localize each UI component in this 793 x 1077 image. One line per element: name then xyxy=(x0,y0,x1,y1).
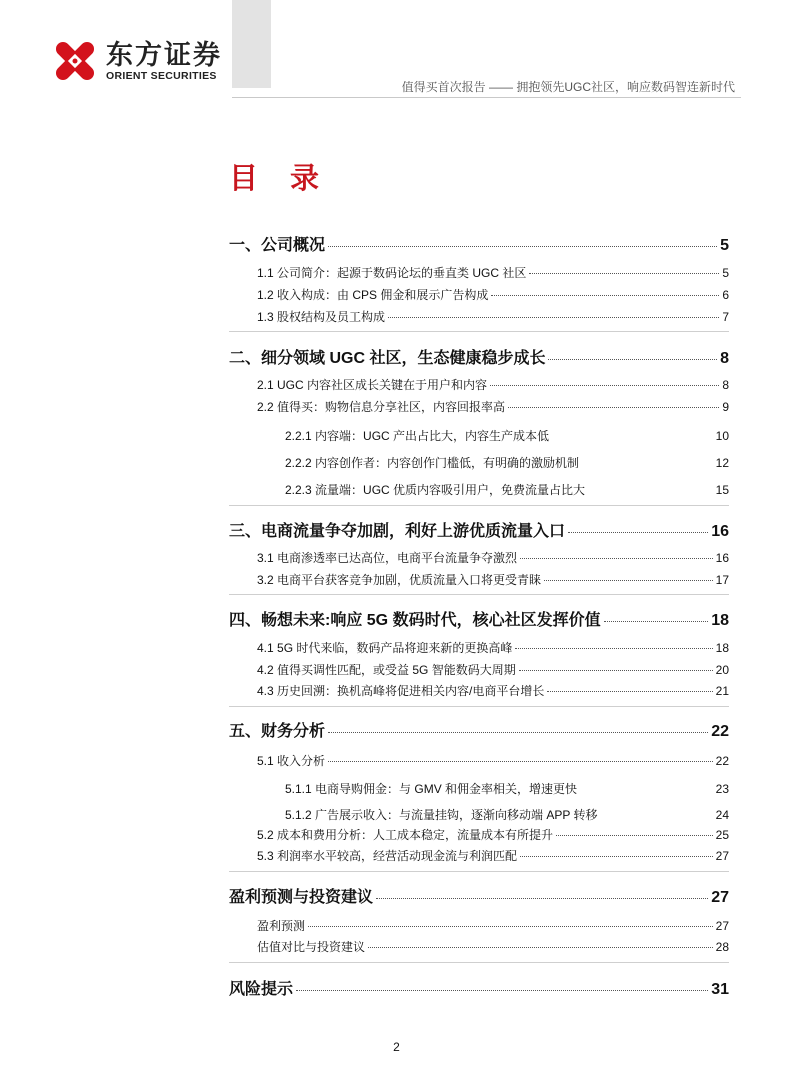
toc-entry-forecast[interactable] xyxy=(229,884,729,907)
toc-entry-title: 3.2 电商平台获客竞争加剧，优质流量入口将更受青睐 xyxy=(257,573,542,587)
toc-entry-title: 2.2.1 内容端：UGC 产出占比大，内容生产成本低 xyxy=(285,429,550,443)
toc-entry-section-5[interactable] xyxy=(229,718,729,741)
toc-entry-title: 盈利预测 xyxy=(257,919,306,933)
toc-entry-page: 21 xyxy=(715,684,729,698)
toc-entry-title: 5.1 收入分析 xyxy=(257,754,326,768)
toc-entry-page: 8 xyxy=(720,350,729,367)
toc-entry-page: 16 xyxy=(715,551,729,565)
toc-entry-5-2[interactable] xyxy=(257,826,729,843)
toc-entry-page: 25 xyxy=(715,828,729,842)
toc-entry-title: 4.3 历史回溯：换机高峰将促进相关内容/电商平台增长 xyxy=(257,684,545,698)
orient-logo-icon xyxy=(50,36,100,86)
header-decor-block xyxy=(232,0,271,88)
section-divider xyxy=(229,331,729,332)
section-divider xyxy=(229,706,729,707)
header-divider xyxy=(232,97,741,98)
toc-entry-title: 三、电商流量争夺加剧，利好上游优质流量入口 xyxy=(229,523,566,540)
toc-entry-page: 16 xyxy=(711,523,729,540)
toc-entry-page: 28 xyxy=(715,940,729,954)
toc-entry-title: 盈利预测与投资建议 xyxy=(229,889,374,906)
toc-entry-page: 12 xyxy=(715,456,729,470)
toc-entry-profit-forecast[interactable] xyxy=(257,917,729,934)
toc-entry-title: 1.3 股权结构及员工构成 xyxy=(257,310,386,324)
toc-entry-page: 24 xyxy=(715,808,729,822)
toc-entry-1-2[interactable] xyxy=(257,286,729,303)
toc-entry-page: 15 xyxy=(715,483,729,497)
toc-entry-title: 风险提示 xyxy=(229,981,294,998)
toc-entry-page: 5 xyxy=(722,266,729,280)
toc-entry-title: 5.1.2 广告展示收入：与流量挂钩，逐渐向移动端 APP 转移 xyxy=(285,808,598,822)
toc-entry-title: 3.1 电商渗透率已达高位，电商平台流量争夺激烈 xyxy=(257,551,518,565)
toc-entry-title: 2.2 值得买：购物信息分享社区，内容回报率高 xyxy=(257,400,506,414)
toc-entry-page: 22 xyxy=(715,754,729,768)
toc-entry-title: 四、畅想未来:响应 5G 数码时代，核心社区发挥价值 xyxy=(229,612,601,629)
toc-entry-risk[interactable] xyxy=(229,976,729,999)
toc-entry-title: 2.2.2 内容创作者：内容创作门槛低，有明确的激励机制 xyxy=(285,456,580,470)
toc-entry-5-3[interactable] xyxy=(257,847,729,864)
toc-entry-page: 27 xyxy=(711,889,729,906)
toc-entry-title: 5.3 利润率水平较高，经营活动现金流与利润匹配 xyxy=(257,849,518,863)
toc-entry-page: 27 xyxy=(715,919,729,933)
toc-entry-page: 20 xyxy=(715,663,729,677)
toc-entry-title: 1.1 公司简介：起源于数码论坛的垂直类 UGC 社区 xyxy=(257,266,527,280)
section-divider xyxy=(229,962,729,963)
section-divider xyxy=(229,594,729,595)
toc-entry-title: 1.2 收入构成：由 CPS 佣金和展示广告构成 xyxy=(257,288,489,302)
toc-entry-4-3[interactable] xyxy=(257,682,729,699)
toc-entry-3-1[interactable] xyxy=(257,549,729,566)
toc-entry-title: 2.2.3 流量端：UGC 优质内容吸引用户，免费流量占比大 xyxy=(285,483,586,497)
toc-entry-5-1-2[interactable] xyxy=(285,806,729,823)
toc-entry-title: 4.2 值得买调性匹配，或受益 5G 智能数码大周期 xyxy=(257,663,516,677)
report-title: 值得买首次报告 —— 拥抱领先UGC社区，响应数码智连新时代 xyxy=(401,80,735,94)
page-number: 2 xyxy=(393,1040,400,1054)
toc-entry-page: 23 xyxy=(715,782,729,796)
toc-entry-page: 22 xyxy=(711,723,729,740)
brand-name-cn: 东方证券 xyxy=(106,39,222,70)
toc-entry-title: 一、公司概况 xyxy=(229,237,326,254)
toc-entry-page: 18 xyxy=(711,612,729,629)
toc-entry-page: 5 xyxy=(720,237,729,254)
toc-entry-page: 27 xyxy=(715,849,729,863)
toc-entry-page: 9 xyxy=(722,400,729,414)
toc-entry-5-1-1[interactable] xyxy=(285,780,729,797)
brand-name-en: ORIENT SECURITIES xyxy=(106,69,217,82)
toc-entry-title: 五、财务分析 xyxy=(229,723,326,740)
toc-entry-page: 31 xyxy=(711,981,729,998)
toc-entry-title: 5.2 成本和费用分析：人工成本稳定，流量成本有所提升 xyxy=(257,828,554,842)
toc-entry-5-1[interactable] xyxy=(257,752,729,769)
toc-entry-valuation[interactable] xyxy=(257,938,729,955)
toc-entry-2-2-1[interactable] xyxy=(285,427,729,444)
toc-entry-section-2[interactable] xyxy=(229,345,729,368)
company-logo xyxy=(50,36,222,86)
toc-entry-title: 估值对比与投资建议 xyxy=(257,940,366,954)
toc-entry-3-2[interactable] xyxy=(257,571,729,588)
toc-entry-page: 8 xyxy=(722,378,729,392)
toc-entry-page: 18 xyxy=(715,641,729,655)
toc-entry-4-2[interactable] xyxy=(257,661,729,678)
toc-entry-2-1[interactable] xyxy=(257,376,729,393)
toc-entry-2-2-3[interactable] xyxy=(285,481,729,498)
toc-heading: 目 录 xyxy=(229,163,332,195)
toc-entry-page: 10 xyxy=(715,429,729,443)
section-divider xyxy=(229,871,729,872)
toc-entry-title: 4.1 5G 时代来临，数码产品将迎来新的更换高峰 xyxy=(257,641,513,655)
toc-entry-section-4[interactable] xyxy=(229,607,729,630)
toc-entry-1-1[interactable] xyxy=(257,264,729,281)
toc-entry-page: 7 xyxy=(722,310,729,324)
toc-entry-2-2-2[interactable] xyxy=(285,454,729,471)
toc-entry-section-1[interactable] xyxy=(229,232,729,255)
toc-entry-2-2[interactable] xyxy=(257,398,729,415)
toc-entry-4-1[interactable] xyxy=(257,639,729,656)
toc-entry-title: 2.1 UGC 内容社区成长关键在于用户和内容 xyxy=(257,378,488,392)
toc-entry-title: 二、细分领域 UGC 社区，生态健康稳步成长 xyxy=(229,350,546,367)
toc-entry-section-3[interactable] xyxy=(229,518,729,541)
section-divider xyxy=(229,505,729,506)
toc-entry-page: 6 xyxy=(722,288,729,302)
toc-entry-title: 5.1.1 电商导购佣金：与 GMV 和佣金率相关，增速更快 xyxy=(285,782,578,796)
toc-entry-1-3[interactable] xyxy=(257,308,729,325)
toc-entry-page: 17 xyxy=(715,573,729,587)
